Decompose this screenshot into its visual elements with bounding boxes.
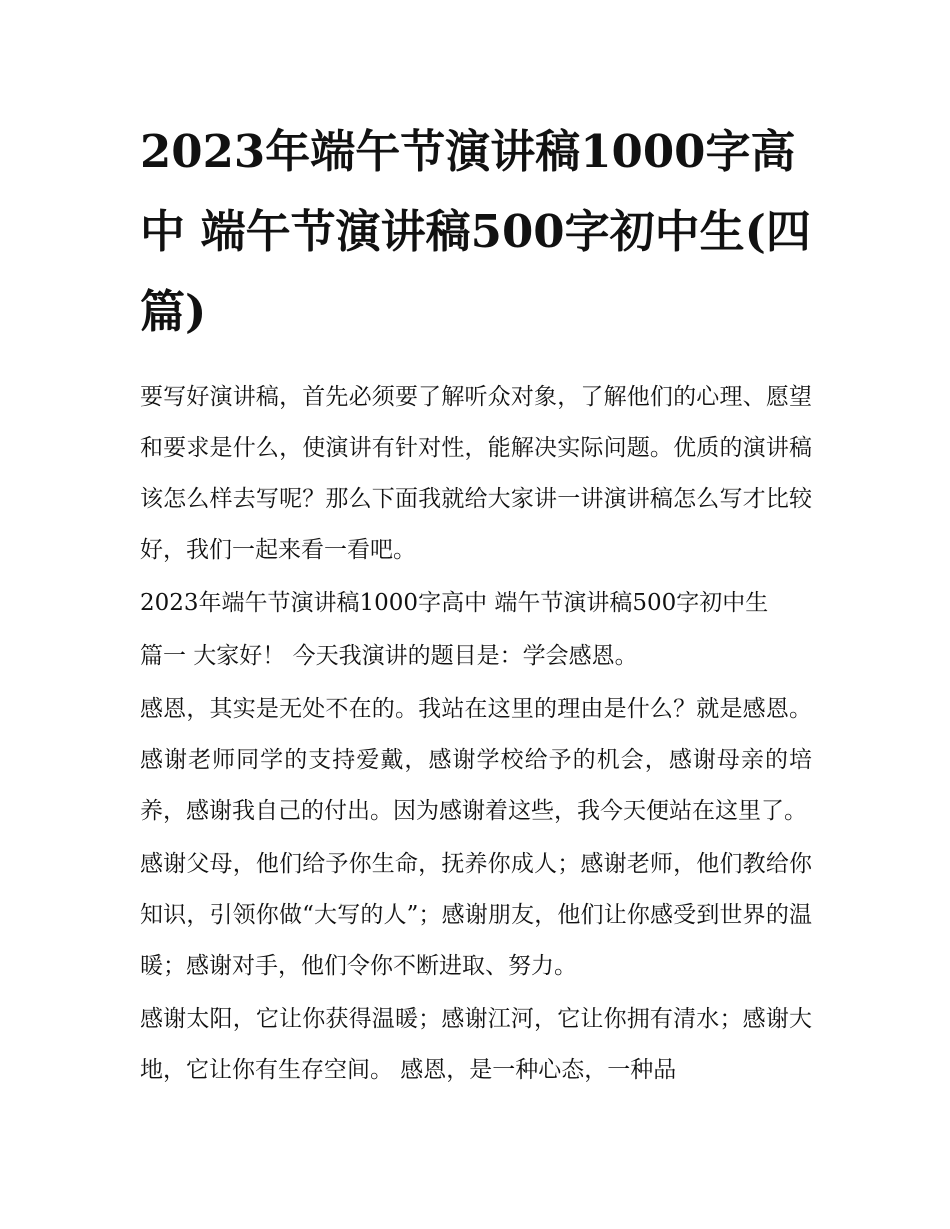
paragraph-subtitle: 2023年端午节演讲稿1000字高中 端午节演讲稿500字初中生 [140, 590, 769, 616]
document-content [140, 112, 812, 1098]
paragraph-thank-parents: 感谢父母，他们给予你生命，抚养你成人；感谢老师，他们教给你知识，引领你做“大写的人”；感谢朋友，他们让你感受到世界的温暖；感谢对手，他们令你不断进取、努力。 [140, 851, 812, 979]
paragraph-thank-nature: 感谢太阳，它让你获得温暖；感谢江河，它让你拥有清水；感谢大地，它让你有生存空间。 感恩，是一种心态，一种品 [140, 1006, 812, 1083]
paragraph-gratitude-everywhere: 感恩，其实是无处不在的。我站在这里的理由是什么？就是感恩。感谢老师同学的支持爱戴，感谢学校给予的机会，感谢母亲的培养，感谢我自己的付出。因为感谢着这些，我今天便站在这里了。 [140, 696, 812, 824]
paragraph-speech-opening: 篇一 大家好！ 今天我演讲的题目是：学会感恩。 [140, 643, 638, 669]
paragraph-intro: 要写好演讲稿，首先必须要了解听众对象，了解他们的心理、愿望和要求是什么，使演讲有针对性，能解决实际问题。优质的演讲稿该怎么样去写呢？那么下面我就给大家讲一讲演讲稿怎么写才比较好，我们一起来看一看吧。 [140, 384, 812, 563]
document-title: 2023年端午节演讲稿1000字高中 端午节演讲稿500字初中生(四篇) [140, 125, 811, 338]
document-body [140, 372, 812, 1096]
